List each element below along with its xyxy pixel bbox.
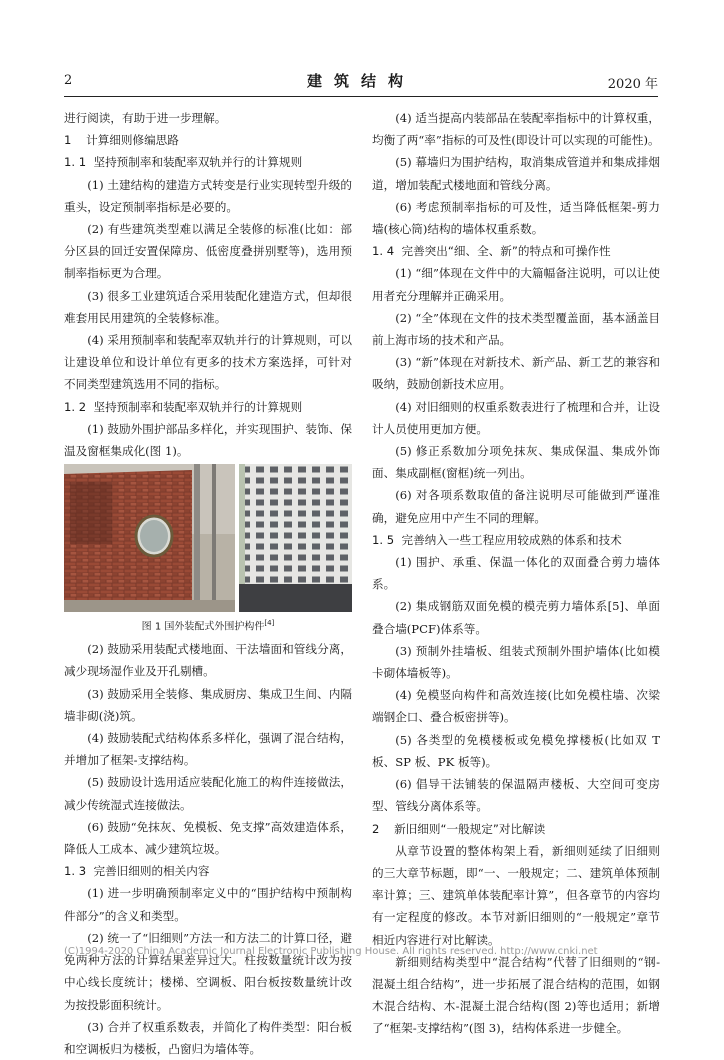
left-column	[64, 107, 352, 1060]
paragraph: (2) 有些建筑类型难以满足全装修的标准(比如：部分区县的回迁安置保障房、低密度叠拼别墅等)，选用预制率指标更为合理。	[64, 222, 352, 281]
paragraph: (1) 进一步明确预制率定义中的“围护结构中预制构件部分”的含义和类型。	[64, 886, 352, 923]
running-header	[64, 70, 658, 92]
paragraph: (6) 考虑预制率指标的可及性，适当降低框架-剪力墙(核心筒)结构的墙体权重系数。	[372, 199, 660, 237]
issue-year: 2020 年	[607, 77, 658, 92]
paragraph: (2) “全”体现在文件的技术类型覆盖面，基本涵盖目前上海市场的技术和产品。	[372, 310, 660, 348]
journal-title: 建筑结构	[306, 72, 415, 90]
paragraph: (1) “细”体现在文件中的大篇幅备注说明，可以让使用者充分理解并正确采用。	[372, 266, 660, 303]
paragraph: (4) 采用预制率和装配率双轨并行的计算规则，可以让建设单位和设计单位有更多的技术方案选择，可针对不同类型建筑选用不同的指标。	[64, 333, 352, 392]
subsection-heading: 1. 2 坚持预制率和装配率双轨并行的计算规则	[64, 399, 303, 414]
header-rule	[64, 96, 658, 97]
paragraph: (3) 合并了权重系数表，并简化了构件类型：阳台板和空调板归为楼板，凸窗归为墙体等。	[64, 1019, 352, 1056]
section-heading: 2 新旧细则“一般规定”对比解读	[372, 821, 546, 836]
paragraph: (1) 土建结构的建造方式转变是行业实现转型升级的重头，设定预制率指标是必要的。	[64, 177, 352, 214]
paragraph: (5) 幕墙归为围护结构，取消集成管道并和集成排烟道，增加装配式楼地面和管线分离。	[372, 155, 660, 192]
paragraph: (6) 对各项系数取值的备注说明尽可能做到严谨准确，避免应用中产生不同的理解。	[372, 488, 660, 525]
paragraph: (5) 各类型的免模楼板或免模免撑楼板(比如双 T 板、SP 板、PK 板等)。	[372, 732, 664, 769]
subsection-heading: 1. 4 完善突出“细、全、新”的特点和可操作性	[372, 244, 611, 259]
paragraph: (2) 集成钢筋双面免模的模壳剪力墙体系[5]、单面叠合墙(PCF)体系等。	[372, 599, 660, 636]
paragraph: (1) 鼓励外围护部品多样化，并实现围护、装饰、保温及窗框集成化(图 1)。	[64, 421, 352, 459]
paragraph: (4) 适当提高内装部品在装配率指标中的计算权重，均衡了两“率”指标的可及性(即设计可以实现的可能性)。	[372, 111, 660, 148]
figure-1	[64, 464, 352, 638]
section-heading: 1 计算细则修编思路	[64, 133, 179, 148]
paragraph: (3) 预制外挂墙板、组装式预制外围护墙体(比如模卡砌体墙板等)。	[372, 643, 660, 681]
paragraph: (4) 免模竖向构件和高效连接(比如免模柱墙、次梁端钢企口、叠合板密拼等)。	[372, 688, 660, 725]
copyright-footer: (C)1994-2020 China Academic Journal Electronic Publishing House. All rights reserved. http://www.cnki.net	[64, 946, 598, 957]
paragraph: (1) 围护、承重、保温一体化的双面叠合剪力墙体系。	[372, 555, 660, 592]
paragraph: (3) “新”体现在对新技术、新产品、新工艺的兼容和吸纳，鼓励创新技术应用。	[372, 355, 660, 392]
subsection-heading: 1. 3 完善旧细则的相关内容	[64, 864, 210, 879]
paragraph: 新细则结构类型中“混合结构”代替了旧细则的“钢-混凝土组合结构”，进一步拓展了混合结构的范围，如钢木混合结构、木-混凝土混合结构(图 2)等也适用；新增了“框架-支撑结构”(图 3)，结构体系进一步健全。	[372, 954, 660, 1036]
figure-1-caption	[64, 615, 352, 635]
paragraph: (5) 鼓励设计选用适应装配化施工的构件连接做法，减少传统湿式连接做法。	[64, 775, 352, 812]
right-column	[372, 107, 664, 1040]
page-number: 2	[64, 73, 73, 88]
paragraph: (3) 很多工业建筑适合采用装配化建造方式，但却很难套用民用建筑的全装修标准。	[64, 288, 352, 325]
subsection-heading: 1. 5 完善纳入一些工程应用较成熟的体系和技术	[372, 532, 622, 547]
paragraph: (4) 对旧细则的权重系数表进行了梳理和合并，让设计人员使用更加方便。	[372, 399, 660, 436]
paragraph: (6) 倡导干法铺装的保温隔声楼板、大空间可变房型、管线分离体系等。	[372, 777, 660, 814]
paragraph: (3) 鼓励采用全装修、集成厨房、集成卫生间、内隔墙非砌(浇)筑。	[64, 686, 352, 723]
paragraph: (4) 鼓励装配式结构体系多样化，强调了混合结构，并增加了框架-支撑结构。	[64, 731, 352, 768]
paragraph: (2) 鼓励采用装配式楼地面、干法墙面和管线分离，减少现场湿作业及开孔剔槽。	[64, 642, 352, 679]
paragraph: (5) 修正系数加分项免抹灰、集成保温、集成外饰面、集成副框(窗框)统一列出。	[372, 444, 660, 481]
subsection-heading: 1. 1 坚持预制率和装配率双轨并行的计算规则	[64, 155, 303, 170]
figure-1-photo-brick-wall-panel	[64, 464, 235, 612]
paragraph: (2) 统一了“旧细则”方法一和方法二的计算口径，避免两种方法的计算结果差异过大。柱按数量统计改为按中心线长度统计；楼梯、空调板、阳台板按数量统计改为按投影面积统计。	[64, 930, 352, 1012]
figure-citation: [4]	[264, 619, 275, 628]
paragraph: 从章节设置的整体构架上看，新细则延续了旧细则的三大章节标题，即“一、一般规定；二、建筑单体预制率计算；三、建筑单体装配率计算”，但各章节的内容均有一定程度的修改。本节对新旧细则的“一般规定”章节相近内容进行对比解读。	[372, 843, 660, 947]
paragraph: 进行阅读，有助于进一步理解。	[64, 111, 227, 125]
figure-1-photo-tower-facade	[239, 464, 352, 612]
paragraph: (6) 鼓励“免抹灰、免模板、免支撑”高效建造体系，降低人工成本、减少建筑垃圾。	[64, 819, 352, 857]
figure-caption-text: 图 1 国外装配式外围护构件	[141, 621, 265, 633]
